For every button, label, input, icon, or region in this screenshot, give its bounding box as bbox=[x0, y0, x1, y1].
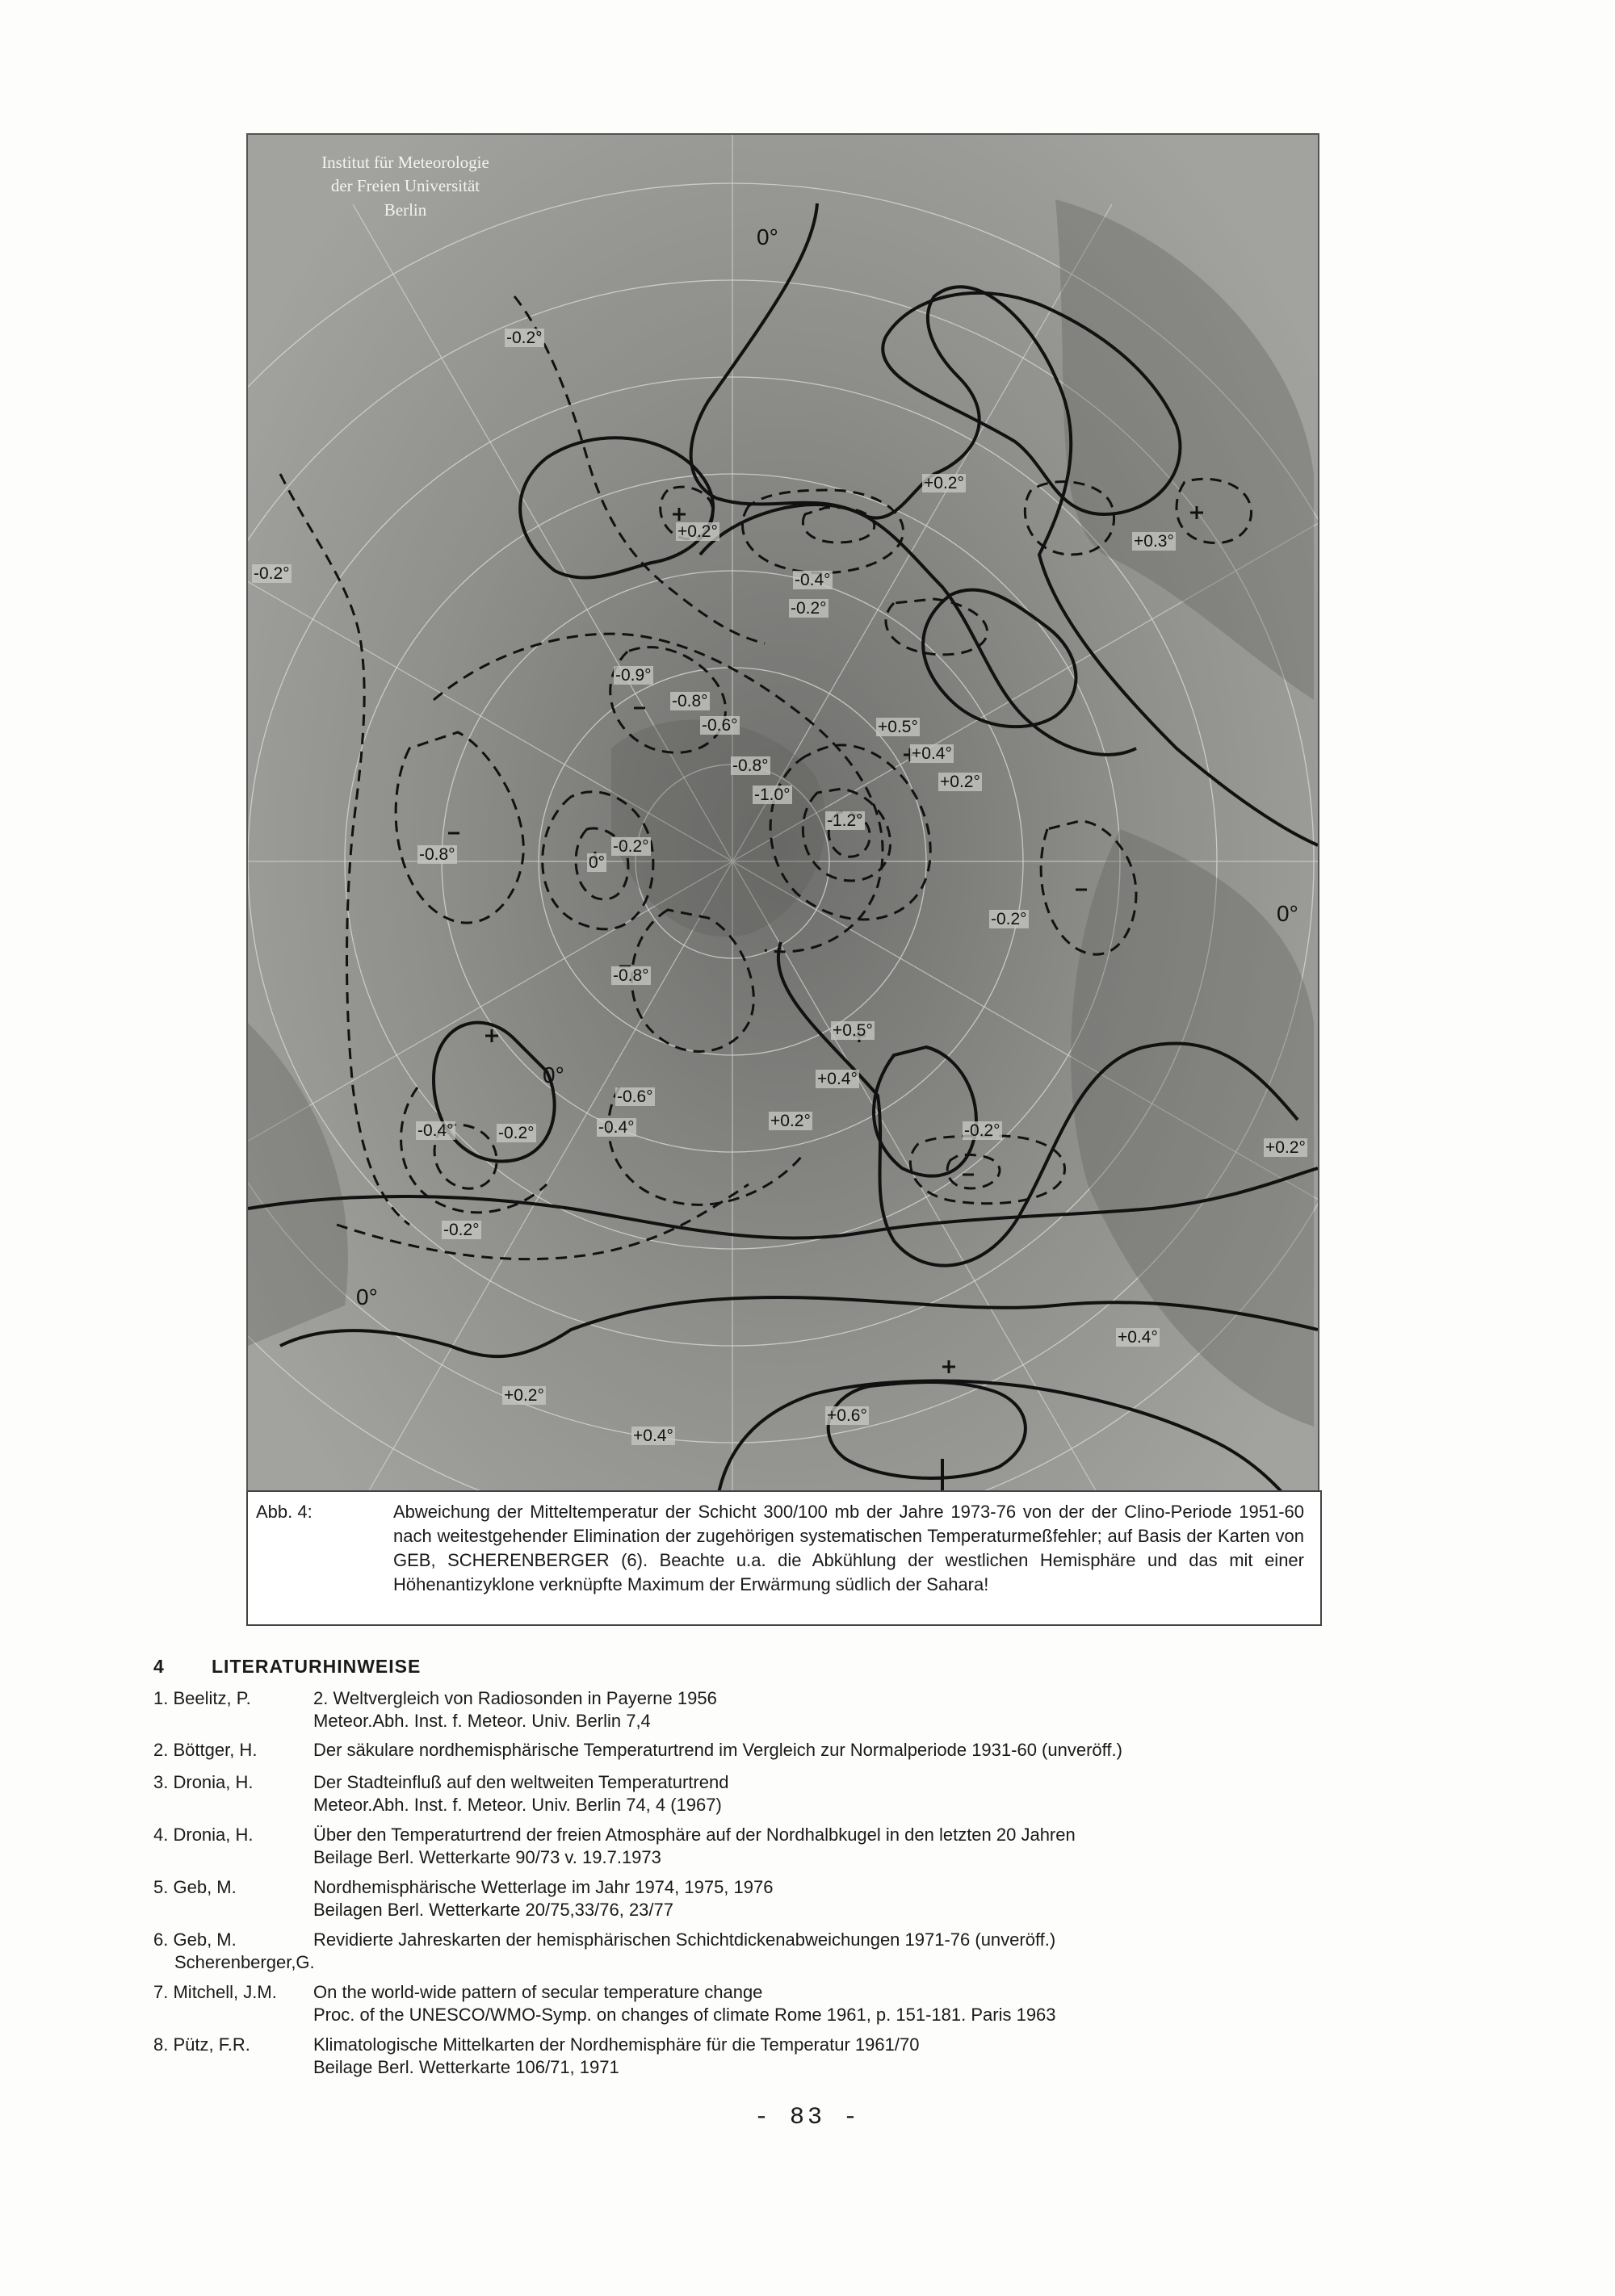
contour-label: +0.4° bbox=[817, 1070, 858, 1088]
reference-number: 3. bbox=[153, 1772, 169, 1792]
reference-number: 6. bbox=[153, 1929, 169, 1950]
contour-label: +0.2° bbox=[1265, 1138, 1306, 1157]
contour-label: -0.4° bbox=[795, 571, 831, 589]
reference-number: 2. bbox=[153, 1740, 169, 1760]
contour-label: -0.4° bbox=[417, 1121, 454, 1140]
contour-label: -0.2° bbox=[443, 1221, 480, 1239]
contour-label: -0.6° bbox=[702, 716, 738, 735]
contour-label: +0.5° bbox=[878, 718, 918, 736]
reference-author: Beelitz, P. bbox=[173, 1688, 251, 1708]
reference-line: 2. Weltvergleich von Radiosonden in Payerne 1956 bbox=[313, 1688, 717, 1708]
contour-label: +0.2° bbox=[924, 474, 964, 492]
reference-line: Der säkulare nordhemisphärische Temperaturtrend im Vergleich zur Normalperiode 1931-60 (unveröff.) bbox=[313, 1740, 1122, 1760]
contour-label: -0.6° bbox=[617, 1087, 653, 1106]
contour-label: -0.9° bbox=[615, 666, 652, 685]
reference-number: 8. bbox=[153, 2034, 169, 2055]
contour-label: +0.5° bbox=[833, 1021, 873, 1040]
reference-line: Nordhemisphärische Wetterlage im Jahr 1974, 1975, 1976 bbox=[313, 1877, 774, 1897]
contour-label: +0.4° bbox=[1118, 1328, 1158, 1347]
reference-number: 1. bbox=[153, 1688, 169, 1708]
contour-label: +0.2° bbox=[940, 773, 980, 791]
reference-line: Beilage Berl. Wetterkarte 90/73 v. 19.7.1973 bbox=[313, 1847, 661, 1867]
contour-label: -0.2° bbox=[506, 329, 543, 347]
reference-author: Böttger, H. bbox=[173, 1740, 258, 1760]
reference-number: 5. bbox=[153, 1877, 169, 1897]
reference-line: On the world-wide pattern of secular temperature change bbox=[313, 1982, 763, 2002]
page-number: - 83 - bbox=[753, 2104, 862, 2131]
contour-label: +0.2° bbox=[677, 522, 718, 541]
reference-author: Pütz, F.R. bbox=[173, 2034, 250, 2055]
contour-label: +0.4° bbox=[912, 744, 952, 763]
contour-label: -1.0° bbox=[754, 786, 791, 804]
contour-label: +0.4° bbox=[633, 1427, 673, 1445]
institute-stamp bbox=[308, 151, 502, 222]
map-figure bbox=[246, 133, 1319, 1622]
figure-caption bbox=[246, 1490, 1322, 1626]
reference-author: Dronia, H. bbox=[173, 1772, 254, 1792]
contour-label: -0.2° bbox=[498, 1124, 535, 1142]
reference-author: Dronia, H. bbox=[173, 1825, 254, 1845]
reference-line: Beilage Berl. Wetterkarte 106/71, 1971 bbox=[313, 2057, 619, 2077]
institute-line: Berlin bbox=[384, 199, 427, 220]
contour-label: -0.2° bbox=[791, 599, 827, 618]
reference-author: Geb, M. bbox=[173, 1929, 237, 1950]
reference-line: Meteor.Abh. Inst. f. Meteor. Univ. Berlin 74, 4 (1967) bbox=[313, 1795, 722, 1815]
temperature-anomaly-map bbox=[248, 135, 1318, 1620]
reference-line: Über den Temperaturtrend der freien Atmosphäre auf der Nordhalbkugel in den letzten 20 Jahren bbox=[313, 1825, 1076, 1845]
reference-line: Revidierte Jahreskarten der hemisphärischen Schichtdickenabweichungen 1971-76 (unveröff.) bbox=[313, 1929, 1056, 1950]
reference-number: 4. bbox=[153, 1825, 169, 1845]
reference-line: Klimatologische Mittelkarten der Nordhemisphäre für die Temperatur 1961/70 bbox=[313, 2034, 920, 2055]
reference-number: 7. bbox=[153, 1982, 169, 2002]
contour-label: -0.2° bbox=[964, 1121, 1000, 1140]
contour-label: -0.8° bbox=[732, 756, 769, 775]
institute-line: Institut für Meteorologie bbox=[321, 153, 489, 172]
reference-line: Proc. of the UNESCO/WMO-Symp. on changes of climate Rome 1961, p. 151-181. Paris 1963 bbox=[313, 2005, 1056, 2025]
contour-label: 0° bbox=[356, 1284, 378, 1309]
contour-label: 0° bbox=[1277, 901, 1298, 926]
caption-text: Abweichung der Mitteltemperatur der Schicht 300/100 mb der Jahre 1973-76 von der der Clino-Periode 1951-60 nach weitestgehender Elimination der zugehörigen systematischen Temperaturmeßfehler; auf Basis der Karten von GEB, SCHERENBERGER (6). Beachte u.a. die Abkühlung der westlichen Hemisphäre und das mit einer Höhenantizyklone verknüpfte Maximum der Erwärmung südlich der Sahara! bbox=[393, 1502, 1304, 1594]
reference-line: Meteor.Abh. Inst. f. Meteor. Univ. Berlin 7,4 bbox=[313, 1711, 651, 1731]
contour-label: -0.8° bbox=[419, 845, 455, 864]
contour-label: -0.2° bbox=[991, 910, 1027, 928]
contour-label: -0.8° bbox=[613, 966, 649, 985]
caption-label: Abb. 4: bbox=[256, 1502, 313, 1522]
contour-label: 0° bbox=[543, 1062, 564, 1087]
contour-label: -0.4° bbox=[598, 1118, 635, 1137]
contour-label: +0.3° bbox=[1134, 532, 1174, 551]
contour-label: +0.2° bbox=[504, 1386, 544, 1405]
references-heading bbox=[153, 1656, 421, 1678]
section-number: 4 bbox=[153, 1656, 165, 1677]
contour-label: +0.6° bbox=[827, 1406, 867, 1425]
reference-coauthor: Scherenberger,G. bbox=[174, 1952, 315, 1972]
contour-label: -0.8° bbox=[672, 692, 708, 710]
contour-label: +0.2° bbox=[770, 1112, 811, 1130]
reference-author: Geb, M. bbox=[173, 1877, 237, 1897]
contour-label: -1.2° bbox=[827, 811, 863, 830]
contour-label: -0.2° bbox=[254, 564, 290, 583]
reference-line: Der Stadteinfluß auf den weltweiten Temperaturtrend bbox=[313, 1772, 729, 1792]
reference-line: Beilagen Berl. Wetterkarte 20/75,33/76, 23/77 bbox=[313, 1900, 673, 1920]
contour-label: 0° bbox=[757, 224, 778, 249]
contour-label: -0.2° bbox=[613, 837, 649, 856]
reference-author: Mitchell, J.M. bbox=[173, 1982, 277, 2002]
institute-line: der Freien Universität bbox=[330, 176, 480, 196]
section-title: LITERATURHINWEISE bbox=[212, 1656, 422, 1677]
contour-label: 0° bbox=[589, 853, 606, 872]
